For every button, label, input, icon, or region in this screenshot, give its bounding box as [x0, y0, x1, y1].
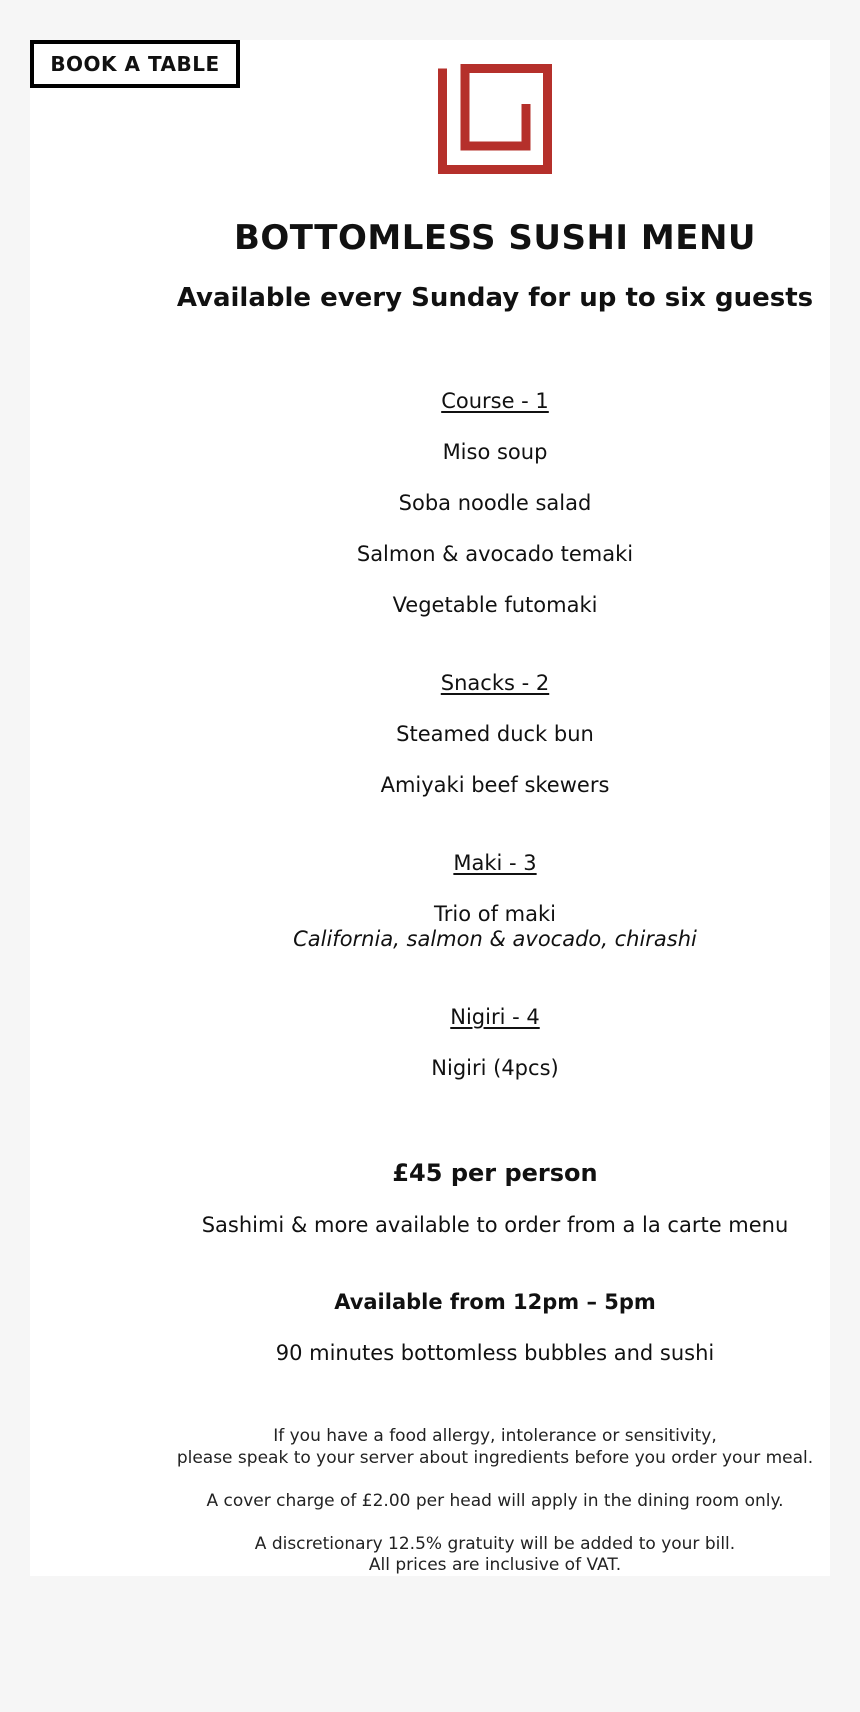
price: £45 per person: [392, 1159, 598, 1187]
menu-item: Trio of maki: [434, 902, 556, 926]
book-a-table-button[interactable]: BOOK A TABLE: [30, 40, 240, 88]
menu-item: Miso soup: [442, 440, 548, 464]
allergy-notice-line-2: please speak to your server about ingredients before you order your meal.: [176, 1448, 814, 1468]
course-heading-4: Nigiri - 4: [450, 1005, 540, 1029]
a-la-carte-note: Sashimi & more available to order from a la carte menu: [201, 1213, 789, 1237]
menu-item: Salmon & avocado temaki: [356, 542, 634, 566]
menu-item: Vegetable futomaki: [392, 593, 598, 617]
menu-item: Nigiri (4pcs): [431, 1056, 559, 1080]
course-heading-1: Course - 1: [441, 389, 549, 413]
bottomless-duration: 90 minutes bottomless bubbles and sushi: [275, 1341, 715, 1365]
gratuity-notice: A discretionary 12.5% gratuity will be added to your bill.: [254, 1534, 736, 1554]
logo-icon: [438, 64, 552, 174]
cover-charge-notice: A cover charge of £2.00 per head will apply in the dining room only.: [206, 1491, 784, 1511]
menu-item: Steamed duck bun: [396, 722, 594, 746]
allergy-notice-line-1: If you have a food allergy, intolerance or sensitivity,: [273, 1426, 717, 1446]
vat-notice: All prices are inclusive of VAT.: [368, 1555, 622, 1575]
course-heading-3: Maki - 3: [453, 851, 537, 875]
menu-subtitle: Available every Sunday for up to six guests: [176, 283, 814, 313]
course-heading-2: Snacks - 2: [440, 671, 550, 695]
menu-title: BOTTOMLESS SUSHI MENU: [233, 218, 757, 258]
available-hours: Available from 12pm – 5pm: [334, 1290, 656, 1314]
menu-item: Amiyaki beef skewers: [380, 773, 610, 797]
menu-item-note: California, salmon & avocado, chirashi: [293, 927, 697, 951]
menu-item: Soba noodle salad: [398, 491, 592, 515]
